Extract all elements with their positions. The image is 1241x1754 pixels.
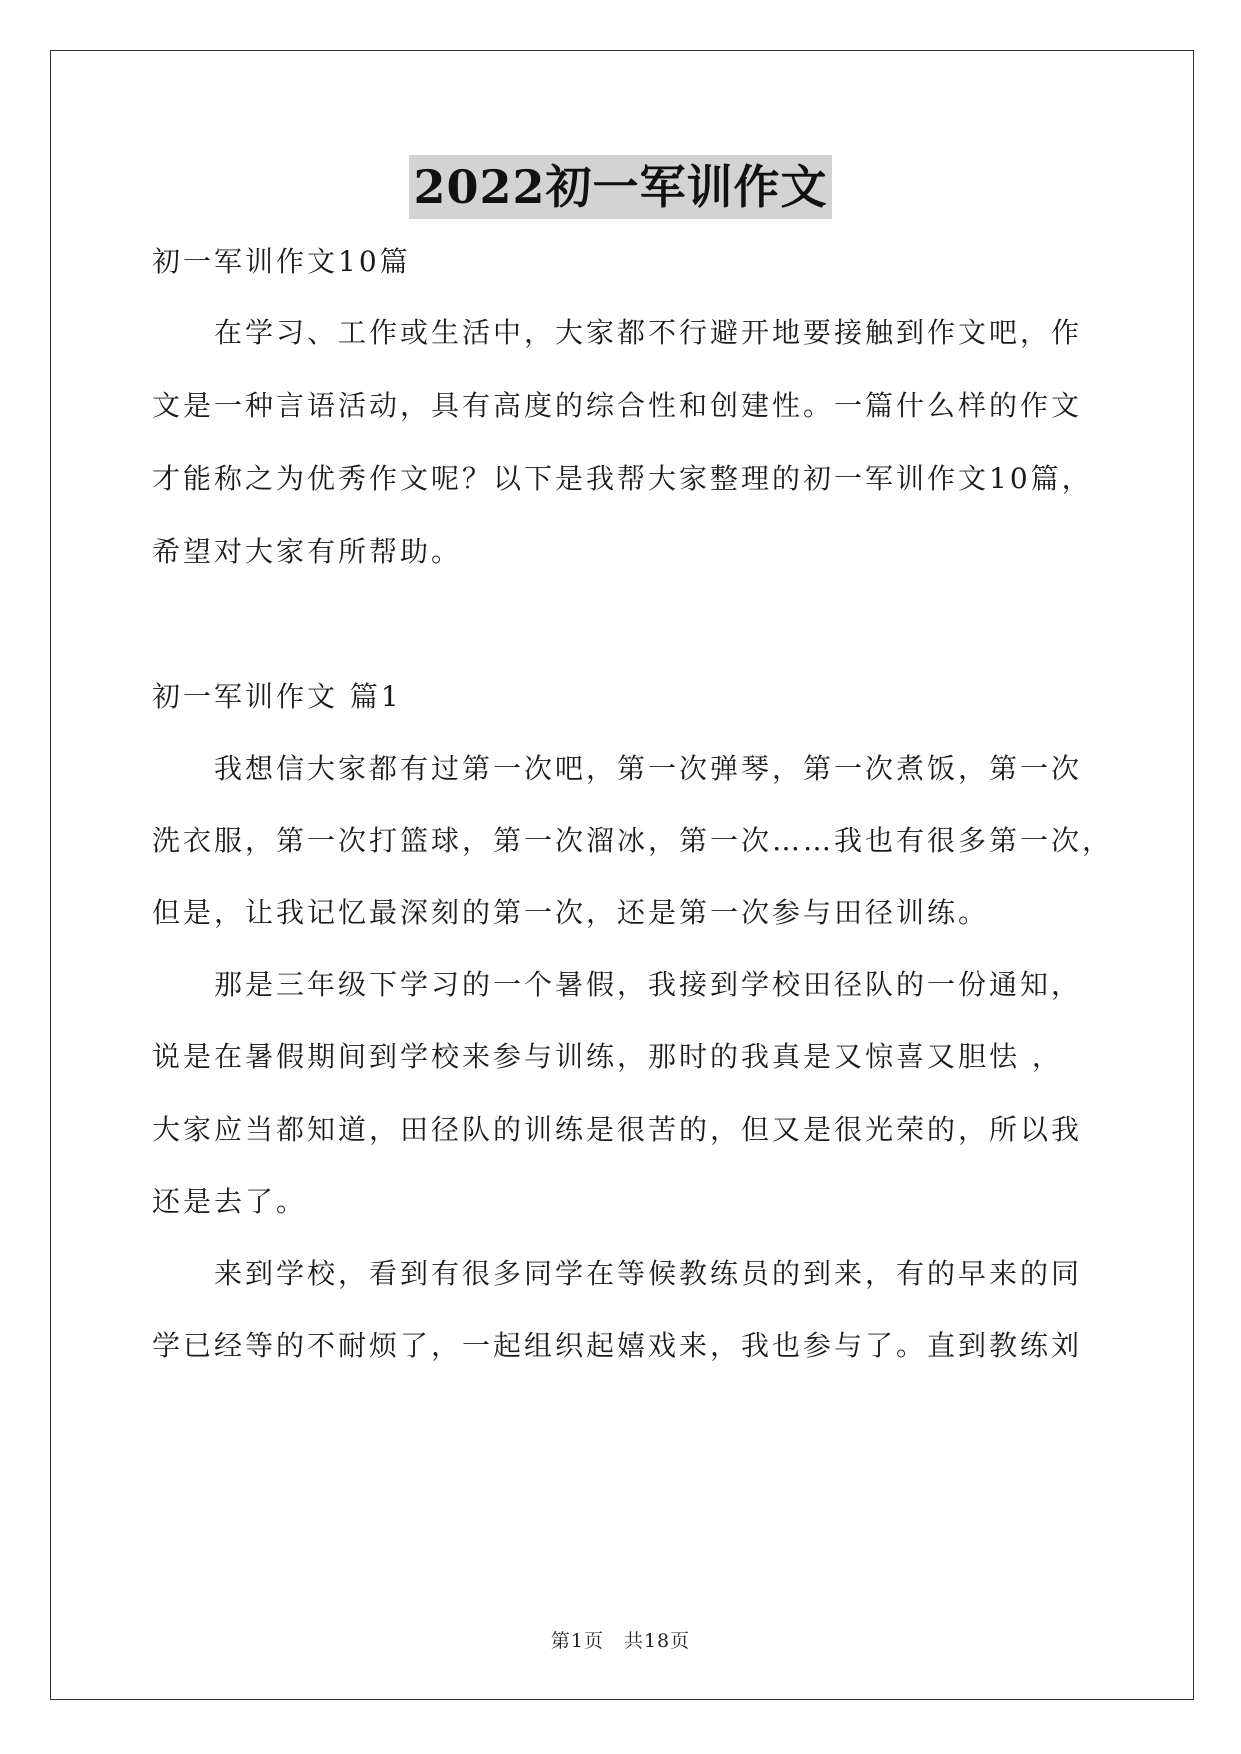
page-footer: 第1页 共18页 xyxy=(550,1630,691,1652)
text-line: 学已经等的不耐烦了，一起组织起嬉戏来，我也参与了。直到教练刘 xyxy=(152,1329,1083,1362)
text-line: 才能称之为优秀作文呢？以下是我帮大家整理的初一军训作文10篇， xyxy=(152,462,1093,495)
text-line: 那是三年级下学习的一个暑假，我接到学校田径队的一份通知， xyxy=(214,968,1083,1001)
text-line: 希望对大家有所帮助。 xyxy=(152,535,463,568)
text-line: 洗衣服，第一次打篮球，第一次溜冰，第一次……我也有很多第一次， xyxy=(152,824,1114,857)
title-container xyxy=(0,155,1241,219)
subtitle-line: 初一军训作文10篇 xyxy=(152,245,411,278)
page-border xyxy=(50,50,1194,1700)
section-heading: 初一军训作文 篇1 xyxy=(152,680,402,713)
text-line: 但是，让我记忆最深刻的第一次，还是第一次参与田径训练。 xyxy=(152,896,990,929)
text-line: 文是一种言语活动，具有高度的综合性和创建性。一篇什么样的作文 xyxy=(152,389,1083,422)
text-line: 说是在暑假期间到学校来参与训练，那时的我真是又惊喜又胆怯 ， xyxy=(152,1040,1063,1073)
text-line: 来到学校，看到有很多同学在等候教练员的到来，有的早来的同 xyxy=(214,1257,1083,1290)
text-line: 在学习、工作或生活中，大家都不行避开地要接触到作文吧，作 xyxy=(214,316,1083,349)
text-line: 我想信大家都有过第一次吧，第一次弹琴，第一次煮饭，第一次 xyxy=(214,752,1083,785)
document-title: 2022初一军训作文 xyxy=(409,155,831,219)
text-line: 大家应当都知道，田径队的训练是很苦的，但又是很光荣的，所以我 xyxy=(152,1113,1083,1146)
text-line: 还是去了。 xyxy=(152,1185,308,1218)
